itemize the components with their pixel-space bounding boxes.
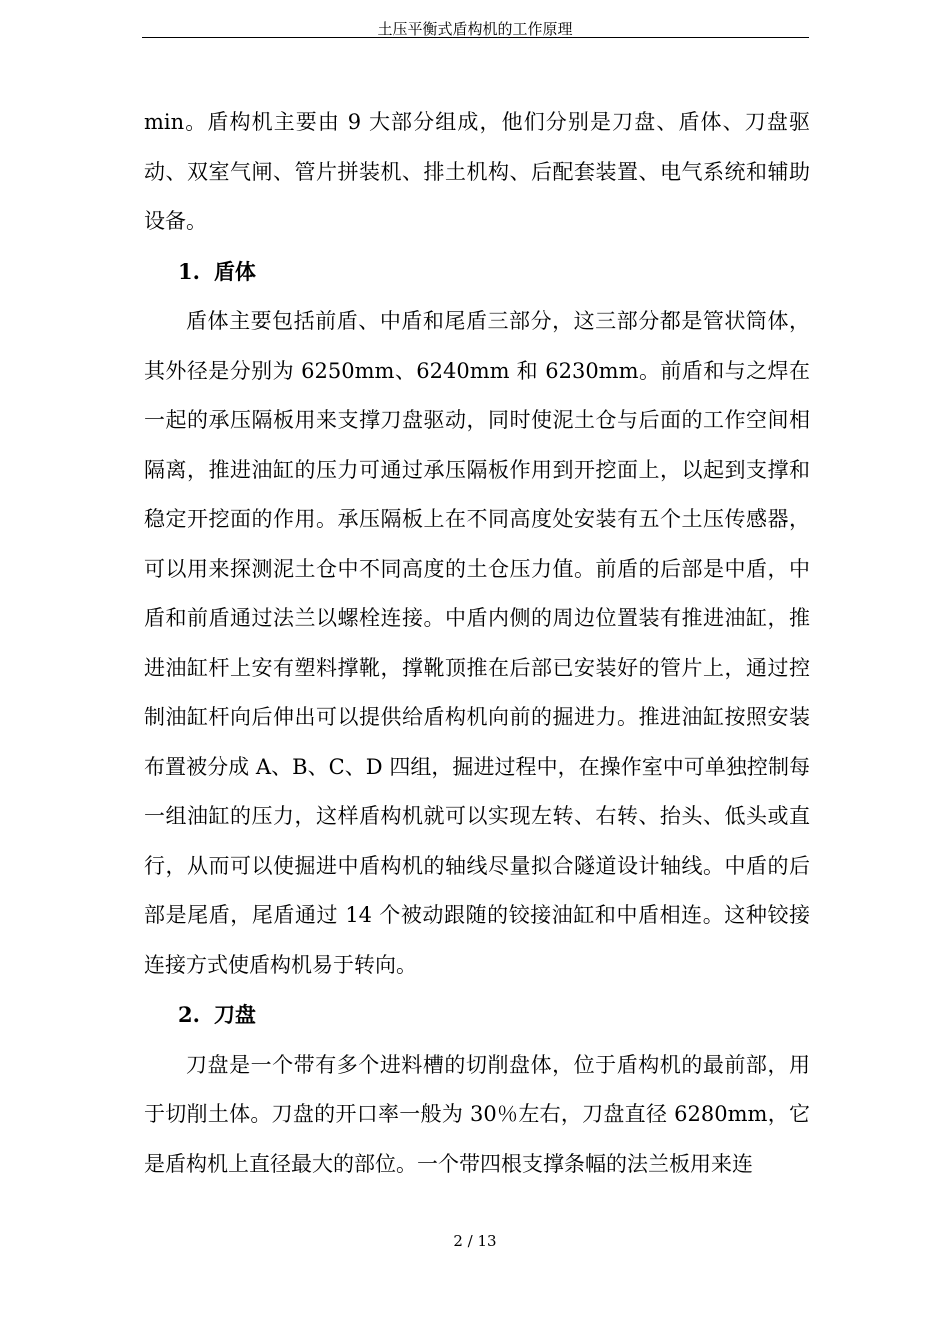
header-divider bbox=[142, 37, 809, 38]
section-heading-1 bbox=[144, 247, 810, 298]
page-number: 2 / 13 bbox=[453, 1232, 497, 1250]
section2-paragraph: 刀盘是一个带有多个进料槽的切削盘体，位于盾构机的最前部，用于切削土体。刀盘的开口率一般为 30％左右，刀盘直径 6280mm，它是盾构机上直径最大的部位。一个带四根支撑条幅的法兰板用来连 bbox=[144, 1052, 810, 1176]
running-header: 土压平衡式盾构机的工作原理 bbox=[377, 20, 573, 38]
section-title: 刀盘 bbox=[213, 1003, 256, 1027]
section-number: 1. bbox=[178, 258, 200, 284]
document-body bbox=[144, 98, 810, 1189]
section-number: 2. bbox=[178, 1002, 200, 1027]
intro-paragraph: min。盾构机主要由 9 大部分组成，他们分别是刀盘、盾体、刀盘驱动、双室气闸、管片拼装机、排土机构、后配套装置、电气系统和辅助设备。 bbox=[144, 110, 810, 233]
section1-paragraph: 盾体主要包括前盾、中盾和尾盾三部分，这三部分都是管状筒体，其外径是分别为 6250mm、6240mm 和 6230mm。前盾和与之焊在一起的承压隔板用来支撑刀盘驱动，同时使泥土仓与后面的工作空间相隔离，推进油缸的压力可通过承压隔板作用到开挖面上，以起到支撑和稳定开挖面的作用。承压隔板上在不同高度处安装有五个土压传感器，可以用来探测泥土仓中不同高度的土仓压力值。前盾的后部是中盾，中盾和前盾通过法兰以螺栓连接。中盾内侧的周边位置装有推进油缸，推进油缸杆上安有塑料撑靴，撑靴顶推在后部已安装好的管片上，通过控制油缸杆向后伸出可以提供给盾构机向前的掘进力。推进油缸按照安装布置被分成 A、B、C、D 四组，掘进过程中，在操作室中可单独控制每一组油缸的压力，这样盾构机就可以实现左转、右转、抬头、低头或直行，从而可以使掘进中盾构机的轴线尽量拟合隧道设计轴线。中盾的后部是尾盾，尾盾通过 14 个被动跟随的铰接油缸和中盾相连。这种铰接连接方式使盾构机易于转向。 bbox=[144, 309, 810, 977]
section-title: 盾体 bbox=[213, 259, 256, 284]
section-heading-2 bbox=[144, 990, 810, 1041]
